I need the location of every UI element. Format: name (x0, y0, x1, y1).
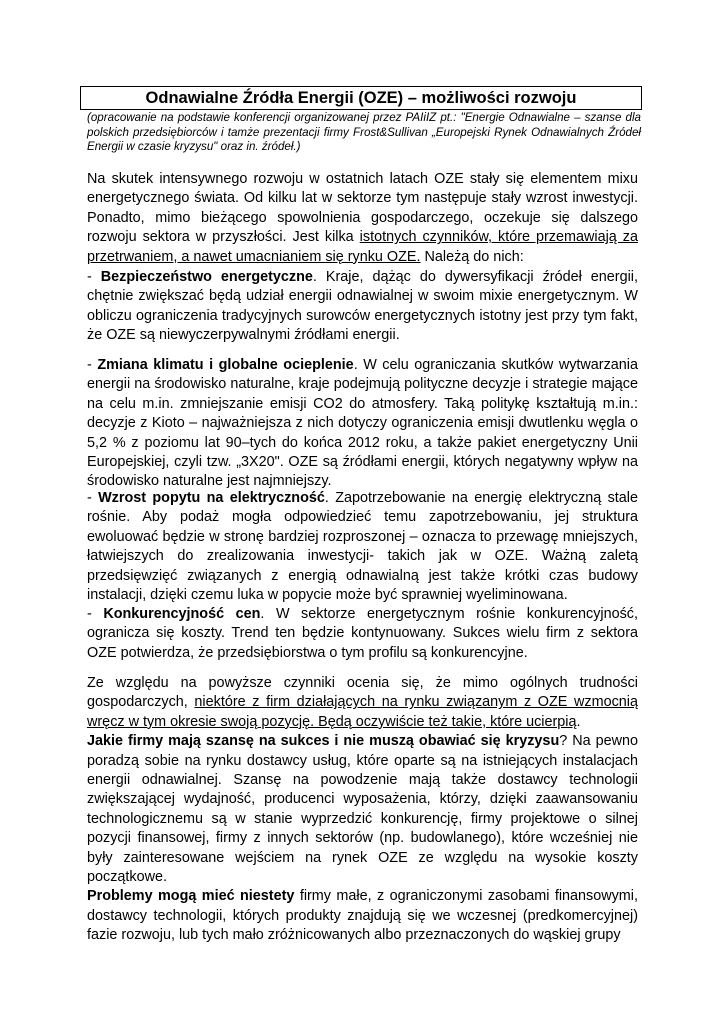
success-text: ? Na pewno poradzą sobie na rynku dostawcy usług, które oparte są na istniejących instalacjach energii odnawialnej. Szansę na powodzenie mają także dostawcy technologii zwiększającej wydajność, producenci wyposażenia, którzy, dzięki zaawansowaniu technologicznemu są w stanie wyprzedzić konkurencję, firmy projektowe o silnej pozycji finansowej, firmy z innych sektorów (np. budowlanego), które wcześniej nie były zainteresowane wejściem na rynek OZE ze względu na wysokie koszty początkowe. (87, 733, 638, 886)
factor-price-competitiveness (87, 605, 638, 663)
factor-text: . Kraje, dążąc do dywersyfikacji źródeł energii, chętnie zwiększać będą udział energii odnawialnej w swoim mixie energetycznym. W obliczu ograniczenia tradycyjnych surowców energetycznych istotny jest przy tym fakt, że OZE są niewyczerpywalnymi źródłami energii. (87, 269, 638, 344)
factor-bullet: - (87, 357, 98, 373)
factor-heading: Zmiana klimatu i globalne ocieplenie (97, 357, 354, 373)
factor-bullet: - (87, 490, 99, 506)
document-subtitle: (opracowanie na podstawie konferencji organizowanej przez PAIiIZ pt.: "Energie Odnawialne – szanse dla polskich przedsiębiorców i tamże prezentacji firmy Frost&Sullivan „Europejski Rynek Odnawialnych Źródeł Energii w czasie kryzysu" oraz in. źródeł.) (87, 111, 641, 153)
intro-paragraph (87, 170, 638, 267)
factor-bullet: - (87, 269, 101, 285)
intro-text-1: Na skutek intensywnego rozwoju w ostatnich latach OZE stały się elementem mixu energetycznego świata. Od kilku lat w sektorze tym następuje stały wzrost inwestycji. Ponadto, mimo bieżącego spowolnienia gospodarczego, oczekuje się dalszego rozwoju sektora w przyszłości. Jest kilka (87, 171, 638, 246)
intro-underlined-text: istotnych czynników, które przemawiają za przetrwaniem, a nawet umacnianiem się rynku OZE. (87, 229, 638, 265)
problems-heading: Problemy mogą mieć niestety (87, 888, 295, 905)
conclusion-text-2: . (576, 713, 581, 730)
factor-text: . W sektorze energetycznym rośnie konkurencyjność, ogranicza się koszty. Trend ten będzie kontynuowany. Sukces wielu firm z sektora OZE potwierdza, że przedsiębiorstwa o tym profilu są konkurencyjne. (87, 606, 638, 661)
factor-heading: Bezpieczeństwo energetyczne (100, 269, 313, 285)
conclusion-text-1: Ze względu na powyższe czynniki ocenia się, że mimo ogólnych trudności gospodarczych, (87, 675, 638, 711)
factor-text: . Zapotrzebowanie na energię elektryczną stale rośnie. Aby podaż mogła odpowiedzieć temu zapotrzebowaniu, jej struktura ewoluować będzie w stronę bardziej rozproszonej – oznacza to przewagę mniejszych, łatwiejszych do zrealizowania inwestycji- takich jak w OZE. Ważną zaletą przedsięwzięć związanych z energią odnawialną jest także krótki czas budowy instalacji, dzięki czemu luka w popycie może być sprawniej wyeliminowana. (87, 490, 638, 604)
factor-heading: Wzrost popytu na elektryczność (98, 490, 325, 506)
factor-security (87, 268, 638, 346)
factor-climate (87, 356, 638, 492)
document-title: Odnawialne Źródła Energii (OZE) – możliwości rozwoju (80, 86, 642, 110)
factor-electricity-demand (87, 489, 638, 605)
conclusion-section (87, 674, 638, 946)
conclusion-underlined-text: niektóre z firm działających na rynku związanym z OZE wzmocnią wręcz w tym okresie swoją pozycję. Będą oczywiście też takie, które ucierpią (87, 694, 638, 730)
intro-text-2: Należą do nich: (420, 248, 524, 265)
factor-bullet: - (87, 606, 104, 622)
factor-text: . W celu ograniczania skutków wytwarzania energii na środowisko naturalne, kraje podejmują polityczne decyzje i strategie mające na celu m.in. zmniejszanie emisji CO2 do atmosfery. Taką politykę kształtują m.in.: decyzje z Kioto – najważniejsza z nich dotyczy ograniczenia emisji dwutlenku węgla o 5,2 % z poziomu lat 90–tych do końca 2012 roku, a także pakiet energetyczny Unii Europejskiej, czyli tzw. „3X20". OZE są źródłami energii, których negatywny wpływ na środowisko naturalne jest najmniejszy. (87, 357, 638, 490)
factor-heading: Konkurencyjność cen (103, 606, 261, 622)
success-heading: Jakie firmy mają szansę na sukces i nie muszą obawiać się kryzysu (87, 733, 560, 750)
problems-text: firmy małe, z ograniczonymi zasobami finansowymi, dostawcy technologii, których produkty znajdują się we wczesnej (predkomercyjnej) fazie rozwoju, lub tych mało zróżnicowanych albo przeznaczonych do wąskiej grupy (87, 888, 638, 944)
